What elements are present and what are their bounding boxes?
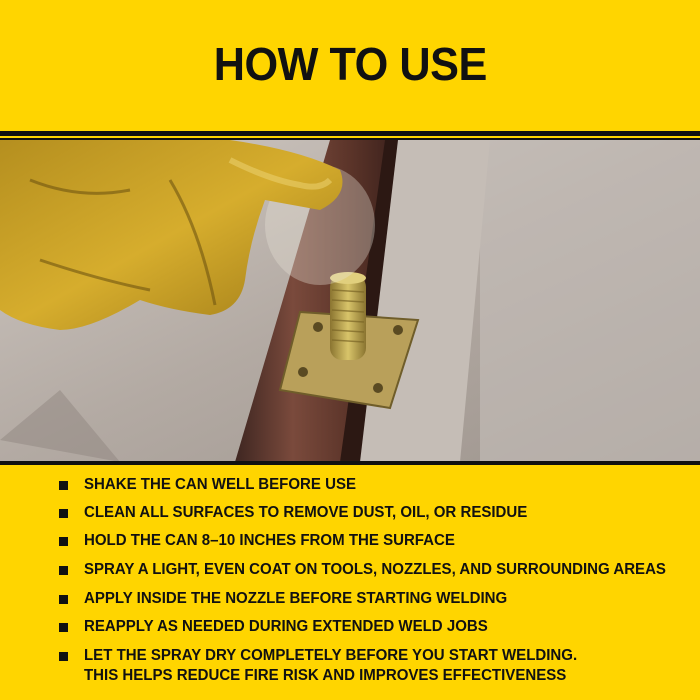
step-text: SPRAY A LIGHT, EVEN COAT ON TOOLS, NOZZLES, AND SURROUNDING AREAS: [84, 561, 666, 578]
step-text: SHAKE THE CAN WELL BEFORE USE: [84, 476, 357, 493]
list-item: [59, 503, 680, 523]
bullet-icon: [59, 481, 68, 490]
bullet-icon: [59, 566, 68, 575]
instructions-list: [0, 465, 700, 700]
page-title: HOW TO USE: [213, 38, 487, 90]
bullet-icon: [59, 595, 68, 604]
list-item: [59, 589, 680, 609]
welding-photo: [0, 140, 700, 462]
bullet-icon: [59, 652, 68, 661]
divider-top: [0, 131, 700, 136]
bullet-icon: [59, 509, 68, 518]
step-text: APPLY INSIDE THE NOZZLE BEFORE STARTING WELDING: [84, 590, 508, 607]
list-item: [59, 646, 680, 686]
list-item: [59, 560, 680, 580]
bullet-icon: [59, 623, 68, 632]
step-text: CLEAN ALL SURFACES TO REMOVE DUST, OIL, OR RESIDUE: [84, 504, 528, 521]
list-item: [59, 617, 680, 637]
step-text-line-1: LET THE SPRAY DRY COMPLETELY BEFORE YOU START WELDING.: [84, 647, 578, 664]
welding-stud-photo-icon: [0, 140, 700, 462]
header: [0, 0, 700, 132]
step-text-line-2: THIS HELPS REDUCE FIRE RISK AND IMPROVES EFFECTIVENESS: [84, 667, 567, 684]
list-item: [59, 531, 680, 551]
step-text: HOLD THE CAN 8–10 INCHES FROM THE SURFACE: [84, 532, 455, 549]
list-item: [59, 475, 680, 495]
step-text: REAPPLY AS NEEDED DURING EXTENDED WELD JOBS: [84, 618, 488, 635]
bullet-icon: [59, 537, 68, 546]
step-text: [84, 646, 577, 686]
